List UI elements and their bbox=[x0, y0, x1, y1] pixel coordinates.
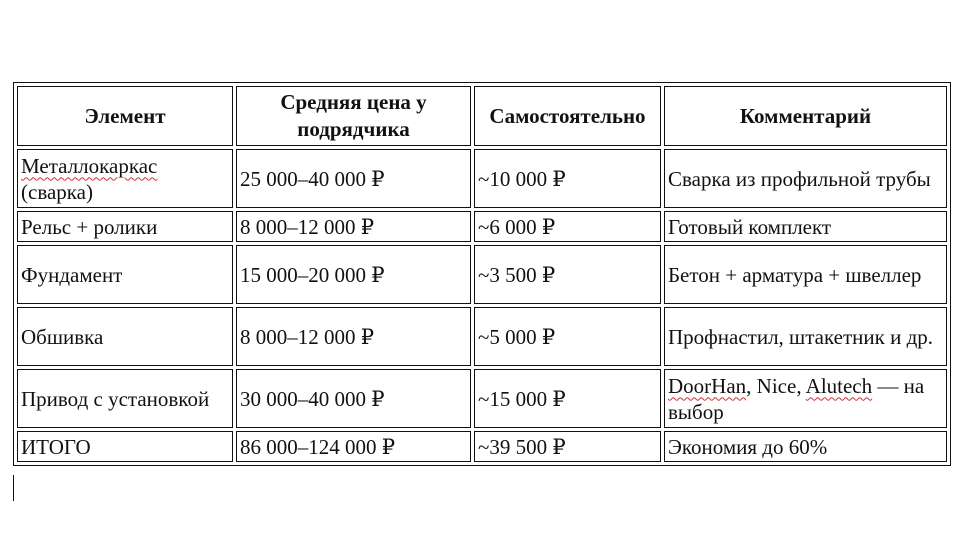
cell-element-total[interactable]: ИТОГО bbox=[17, 431, 233, 462]
cell-element[interactable]: Рельс + ролики bbox=[17, 211, 233, 242]
table-row bbox=[17, 149, 947, 208]
comment-text: , bbox=[796, 373, 806, 398]
cell-comment[interactable]: Сварка из профильной трубы bbox=[664, 149, 947, 208]
cell-comment[interactable] bbox=[664, 369, 947, 428]
cell-comment[interactable]: Бетон + арматура + швеллер bbox=[664, 245, 947, 304]
cell-diy-price[interactable]: ~3 500 ₽ bbox=[474, 245, 661, 304]
cell-contractor-price[interactable]: 8 000–12 000 ₽ bbox=[236, 307, 471, 366]
cell-diy-price[interactable]: ~5 000 ₽ bbox=[474, 307, 661, 366]
price-comparison-table bbox=[13, 82, 951, 466]
cell-contractor-price[interactable]: 30 000–40 000 ₽ bbox=[236, 369, 471, 428]
table-row-total bbox=[17, 431, 947, 462]
table-row bbox=[17, 307, 947, 366]
cell-diy-price-total[interactable]: ~39 500 ₽ bbox=[474, 431, 661, 462]
cell-comment[interactable]: Профнастил, штакетник и др. bbox=[664, 307, 947, 366]
cell-element[interactable]: Фундамент bbox=[17, 245, 233, 304]
header-contractor-price[interactable]: Средняя цена у подрядчика bbox=[236, 86, 471, 146]
text-cursor bbox=[13, 475, 14, 501]
table-row bbox=[17, 211, 947, 242]
cell-comment[interactable]: Готовый комплект bbox=[664, 211, 947, 242]
cell-element-suffix: (сварка) bbox=[21, 179, 93, 204]
table-row bbox=[17, 369, 947, 428]
cell-element[interactable]: Привод с установкой bbox=[17, 369, 233, 428]
cell-comment-total[interactable]: Экономия до 60% bbox=[664, 431, 947, 462]
cell-contractor-price[interactable]: 8 000–12 000 ₽ bbox=[236, 211, 471, 242]
header-element[interactable]: Элемент bbox=[17, 86, 233, 146]
comment-text: , bbox=[746, 373, 757, 398]
spellcheck-flagged-word[interactable]: DoorHan bbox=[668, 373, 747, 398]
header-diy[interactable]: Самостоятельно bbox=[474, 86, 661, 146]
spellcheck-flagged-word[interactable]: Металлокаркас bbox=[21, 153, 158, 178]
cell-contractor-price[interactable]: 25 000–40 000 ₽ bbox=[236, 149, 471, 208]
table-row bbox=[17, 245, 947, 304]
comment-text: Nice bbox=[756, 373, 797, 398]
cell-contractor-price[interactable]: 15 000–20 000 ₽ bbox=[236, 245, 471, 304]
cell-diy-price[interactable]: ~15 000 ₽ bbox=[474, 369, 661, 428]
spellcheck-flagged-word[interactable]: Alutech bbox=[805, 373, 873, 398]
cell-element[interactable] bbox=[17, 149, 233, 208]
cell-element[interactable]: Обшивка bbox=[17, 307, 233, 366]
cell-contractor-price-total[interactable]: 86 000–124 000 ₽ bbox=[236, 431, 471, 462]
cell-diy-price[interactable]: ~10 000 ₽ bbox=[474, 149, 661, 208]
table-header-row bbox=[17, 86, 947, 146]
comment-text: — на выбор bbox=[668, 373, 925, 424]
header-comment[interactable]: Комментарий bbox=[664, 86, 947, 146]
cell-diy-price[interactable]: ~6 000 ₽ bbox=[474, 211, 661, 242]
